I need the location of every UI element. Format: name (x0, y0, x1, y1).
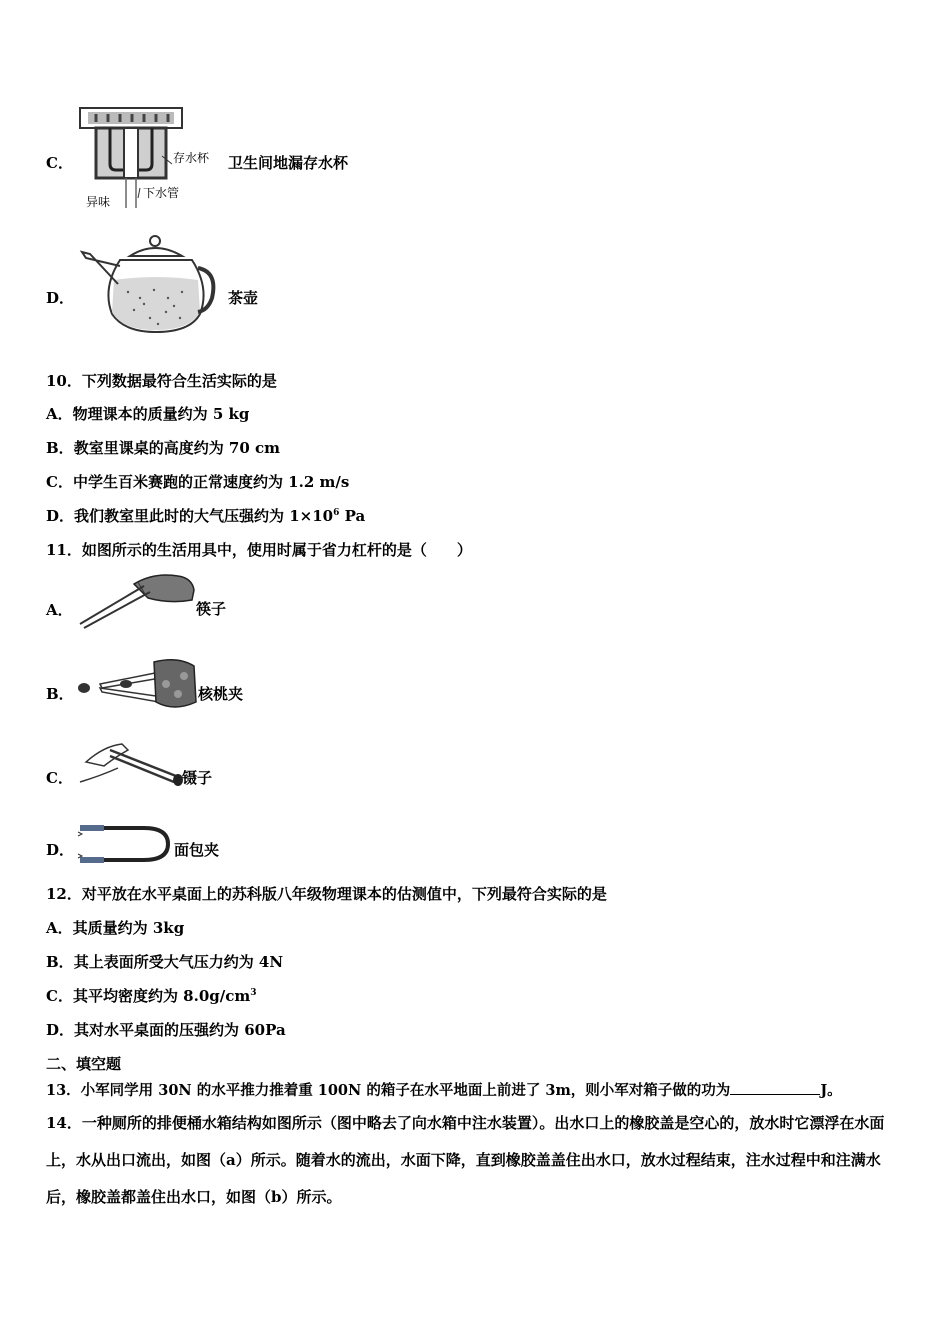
floor-drain-odor-label: 异味 (86, 195, 111, 209)
q11-stem: 11．如图所示的生活用具中，使用时属于省力杠杆的是（ ） (46, 541, 472, 559)
q12-option-a-text: 其质量约为 3kg (72, 919, 185, 937)
q10-option-d (46, 506, 365, 526)
q12-option-a (46, 918, 184, 938)
section-title: 二、填空题 (46, 1055, 122, 1073)
q10-option-b-letter: B． (46, 439, 74, 457)
q11-option-c-caption: 镊子 (182, 769, 213, 787)
q10-option-a-letter: A． (46, 405, 73, 423)
q10-option-b (46, 438, 280, 458)
q10-option-a-text: 物理课本的质量约为 5 kg (72, 405, 250, 423)
bread-tongs-figure (74, 822, 174, 866)
q11-option-b-caption: 核桃夹 (198, 685, 244, 703)
q13 (46, 1080, 842, 1101)
q11-option-a-letter: A． (46, 601, 73, 619)
q11-option-b-letter: B． (46, 685, 74, 703)
floor-drain-cup-label: 存水杯 (173, 151, 210, 165)
q12-option-c-exponent: 3 (250, 988, 257, 998)
q12-option-b-text: 其上表面所受大气压力约为 4N (73, 953, 284, 971)
q12-option-b (46, 952, 283, 972)
q9-option-c-letter: C． (46, 154, 73, 172)
tweezers-figure (74, 736, 184, 790)
q11-option-d-caption: 面包夹 (174, 841, 220, 859)
q13-answer-blank (730, 1080, 820, 1095)
q9-option-d-letter: D． (46, 289, 75, 307)
nutcracker-figure (74, 654, 198, 712)
q10-option-b-text: 教室里课桌的高度约为 70 cm (73, 439, 281, 457)
q10-option-a (46, 404, 249, 424)
q10-option-d-unit: Pa (339, 507, 366, 525)
q10-stem: 10．下列数据最符合生活实际的是 (46, 372, 277, 390)
q11-option-c-letter: C． (46, 769, 73, 787)
q13-text: 13．小军同学用 30N 的水平推力推着重 100N 的箱子在水平地面上前进了 3m，则小军对箱子做的功为 (46, 1082, 731, 1099)
q12-option-c-text: 其平均密度约为 8.0g/cm (72, 987, 251, 1005)
q12-option-c-letter: C． (46, 987, 73, 1005)
q12-stem: 12．对平放在水平桌面上的苏科版八年级物理课本的估测值中，下列最符合实际的是 (46, 885, 607, 903)
q14-text: 14．一种厕所的排便桶水箱结构如图所示（图中略去了向水箱中注水装置）。出水口上的橡胶盖是空心的，放水时它漂浮在水面上，水从出口流出，如图（a）所示。随着水的流出，水面下降，直到橡胶盖盖住出水口，放水过程结束，注水过程中和注满水后，橡胶盖都盖住出水口，如图（b）所示。 (46, 1114, 885, 1206)
q10-option-c-letter: C． (46, 473, 73, 491)
q10-option-c (46, 472, 349, 492)
q12-option-c (46, 986, 257, 1006)
q12-option-d (46, 1020, 286, 1040)
q13-unit: J。 (820, 1082, 842, 1099)
q12-option-a-letter: A． (46, 919, 73, 937)
q12-option-d-text: 其对水平桌面的压强约为 60Pa (74, 1021, 286, 1039)
teapot-figure (78, 232, 224, 338)
q12-option-b-letter: B． (46, 953, 74, 971)
q9-option-d-caption: 茶壶 (228, 289, 259, 307)
q10-option-d-exponent: 6 (333, 508, 340, 518)
q10-option-d-text: 我们教室里此时的大气压强约为 1×10 (74, 507, 334, 525)
floor-drain-pipe-label: 下水管 (143, 186, 180, 200)
q12-option-d-letter: D． (46, 1021, 75, 1039)
q10-option-d-letter: D． (46, 507, 75, 525)
q11-option-d-letter: D． (46, 841, 75, 859)
q10-option-c-text: 中学生百米赛跑的正常速度约为 1.2 m/s (72, 473, 350, 491)
q9-option-c-caption: 卫生间地漏存水杯 (228, 154, 349, 172)
chopsticks-figure (74, 570, 196, 630)
q11-option-a-caption: 筷子 (196, 600, 227, 618)
